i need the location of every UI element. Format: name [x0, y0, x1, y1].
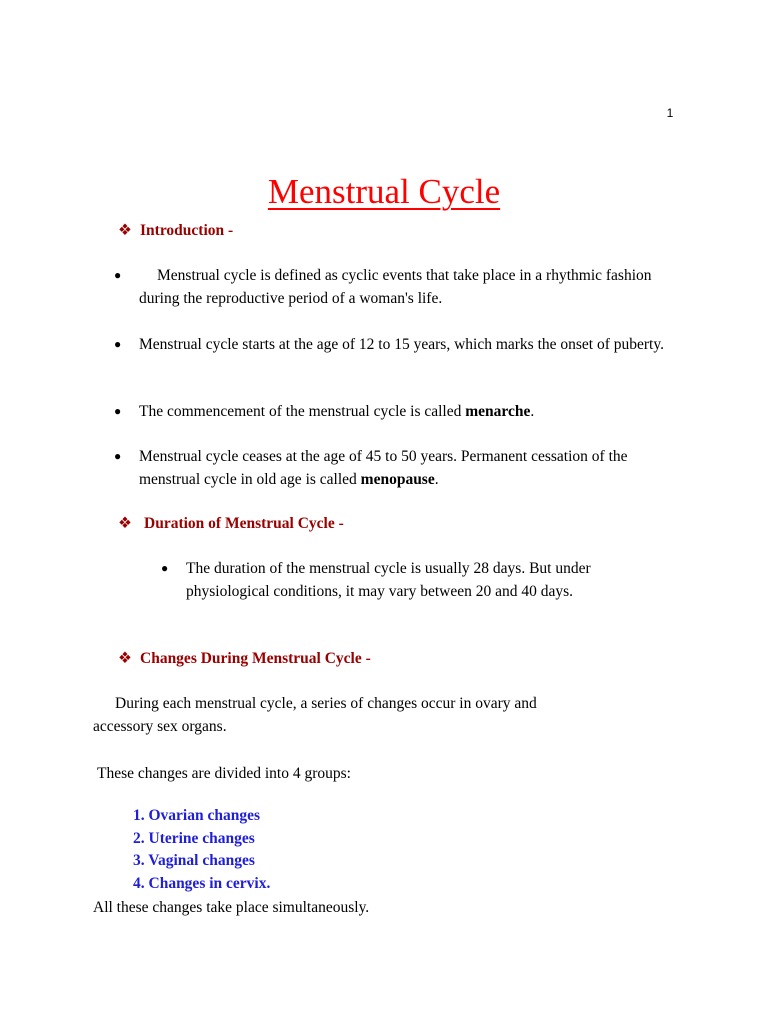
- changes-heading: [118, 649, 371, 668]
- intro-bullet-2-text: Menstrual cycle starts at the age of 12 to 15 years, which marks the onset of puberty.: [139, 336, 664, 353]
- changes-paragraph: [93, 692, 693, 738]
- bullet-dot-icon: ●: [114, 268, 122, 282]
- menarche-term: menarche: [465, 403, 531, 420]
- list-item: 4. Changes in cervix.: [133, 874, 271, 892]
- bullet-dot-icon: ●: [114, 404, 122, 418]
- intro-bullet-2: [114, 333, 674, 356]
- groups-intro: These changes are divided into 4 groups:: [97, 765, 351, 782]
- diamond-bullet-icon: ❖: [118, 515, 132, 532]
- duration-heading: [118, 514, 344, 533]
- intro-bullet-3: [114, 400, 674, 423]
- intro-bullet-1: [114, 264, 674, 310]
- changes-paragraph-line-2: accessory sex organs.: [93, 718, 227, 735]
- list-item: 3. Vaginal changes: [133, 852, 255, 869]
- intro-bullet-4-text: Menstrual cycle ceases at the age of 45 to 50 years. Permanent cessation of the menstrual cycle in old age is called menopause.: [139, 448, 628, 488]
- list-item: 1. Ovarian changes: [133, 807, 261, 824]
- page-title: Menstrual Cycle: [267, 172, 501, 211]
- bullet-dot-icon: ●: [114, 337, 122, 351]
- bullet-dot-icon: ●: [114, 449, 122, 463]
- bullet-dot-icon: ●: [161, 561, 169, 575]
- menopause-term: menopause: [360, 471, 435, 488]
- changes-paragraph-line-1: During each menstrual cycle, a series of changes occur in ovary and: [115, 695, 537, 712]
- intro-heading: [118, 221, 233, 240]
- intro-heading-text: Introduction -: [140, 222, 234, 239]
- diamond-bullet-icon: ❖: [118, 650, 132, 667]
- duration-heading-text: Duration of Menstrual Cycle -: [144, 515, 344, 532]
- changes-heading-text: Changes During Menstrual Cycle -: [140, 650, 371, 667]
- intro-bullet-4: [114, 445, 674, 491]
- intro-bullet-1-text: Menstrual cycle is defined as cyclic events that take place in a rhythmic fashion during the reproductive period of a woman's life.: [139, 267, 652, 307]
- diamond-bullet-icon: ❖: [118, 222, 132, 239]
- page-number: 1: [666, 106, 674, 120]
- duration-bullet-1-text: The duration of the menstrual cycle is usually 28 days. But under physiological conditions, it may vary between 20 and 40 days.: [186, 560, 591, 600]
- closing-sentence: All these changes take place simultaneously.: [93, 899, 370, 916]
- groups-list: [133, 805, 270, 895]
- list-item: 2. Uterine changes: [133, 829, 255, 847]
- intro-bullet-3-text: The commencement of the menstrual cycle is called menarche.: [139, 403, 535, 420]
- duration-bullet-1: [161, 557, 671, 603]
